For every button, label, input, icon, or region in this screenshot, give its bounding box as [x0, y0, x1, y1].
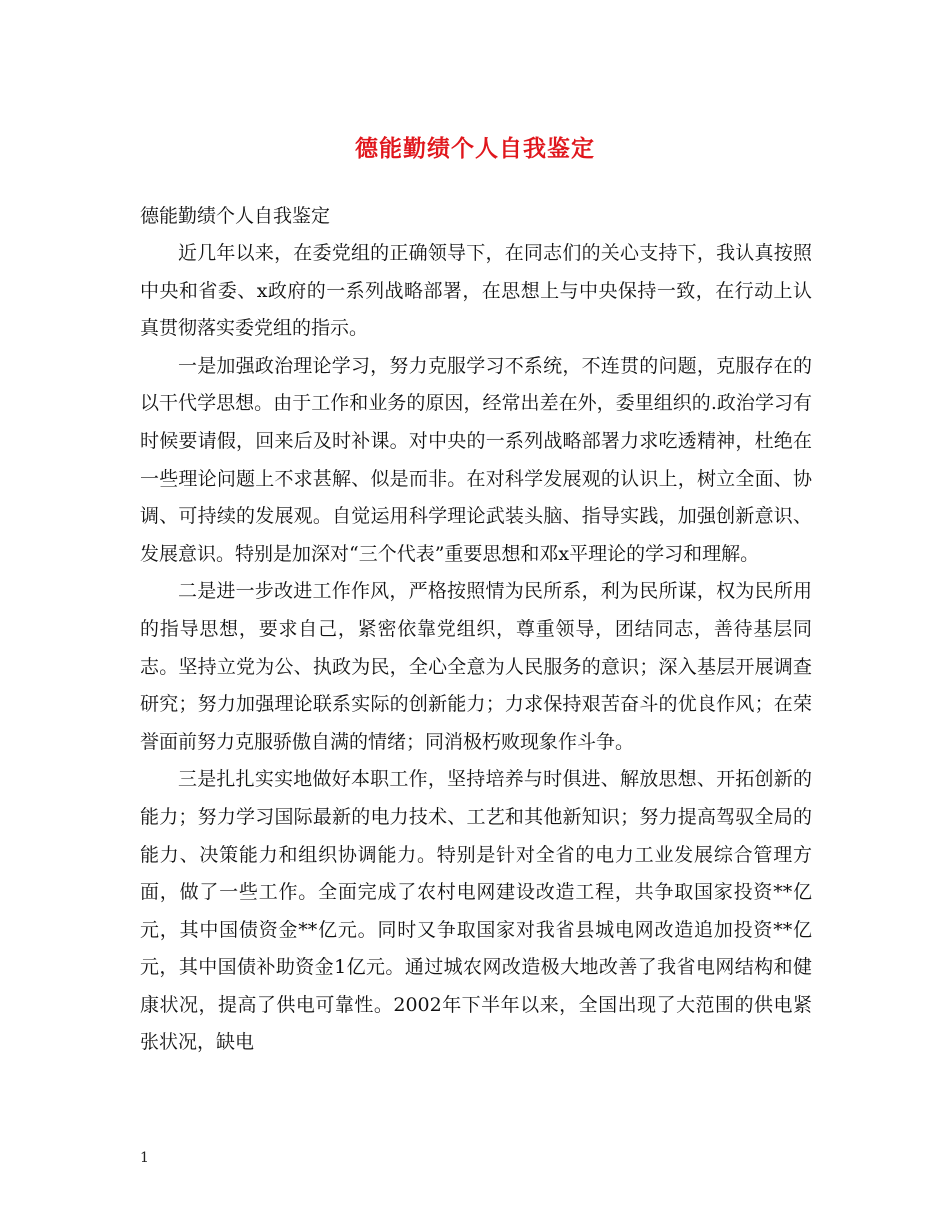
paragraph-intro: 近几年以来，在委党组的正确领导下，在同志们的关心支持下，我认真按照中央和省委、x政府的一系列战略部署，在思想上与中央保持一致，在行动上认真贯彻落实委党组的指示。 — [140, 242, 812, 340]
document-title: 德能勤绩个人自我鉴定 — [355, 135, 595, 162]
paragraph-one: 一是加强政治理论学习，努力克服学习不系统，不连贯的问题，克服存在的以干代学思想。由于工作和业务的原因，经常出差在外，委里组织的.政治学习有时候要请假，回来后及时补课。对中央的一系列战略部署力求吃透精神，杜绝在一些理论问题上不求甚解、似是而非。在对科学发展观的认识上，树立全面、协调、可持续的发展观。自觉运用科学理论武装头脑、指导实践，加强创新意识、发展意识。特别是加深对“三个代表”重要思想和邓x平理论的学习和理解。 — [140, 354, 812, 565]
document-body — [140, 197, 812, 1062]
paragraph-three: 三是扎扎实实地做好本职工作，坚持培养与时俱进、解放思想、开拓创新的能力；努力学习国际最新的电力技术、工艺和其他新知识；努力提高驾驭全局的能力、决策能力和组织协调能力。特别是针对全省的电力工业发展综合管理方面，做了一些工作。全面完成了农村电网建设改造工程，共争取国家投资**亿元，其中国债资金**亿元。同时又争取国家对我省县城电网改造追加投资**亿元，其中国债补助资金1亿元。通过城农网改造极大地改善了我省电网结构和健康状况，提高了供电可靠性。2002年下半年以来，全国出现了大范围的供电紧张状况，缺电 — [140, 768, 812, 1054]
paragraph-two: 二是进一步改进工作作风，严格按照情为民所系，利为民所谋，权为民所用的指导思想，要求自己，紧密依靠党组织，尊重领导，团结同志，善待基层同志。坚持立党为公、执政为民，全心全意为人民服务的意识；深入基层开展调查研究；努力加强理论联系实际的创新能力；力求保持艰苦奋斗的优良作风；在荣誉面前努力克服骄傲自满的情绪；同消极朽败现象作斗争。 — [140, 580, 812, 753]
page-number: 1 — [140, 1150, 149, 1166]
document-subtitle: 德能勤绩个人自我鉴定 — [140, 205, 331, 227]
